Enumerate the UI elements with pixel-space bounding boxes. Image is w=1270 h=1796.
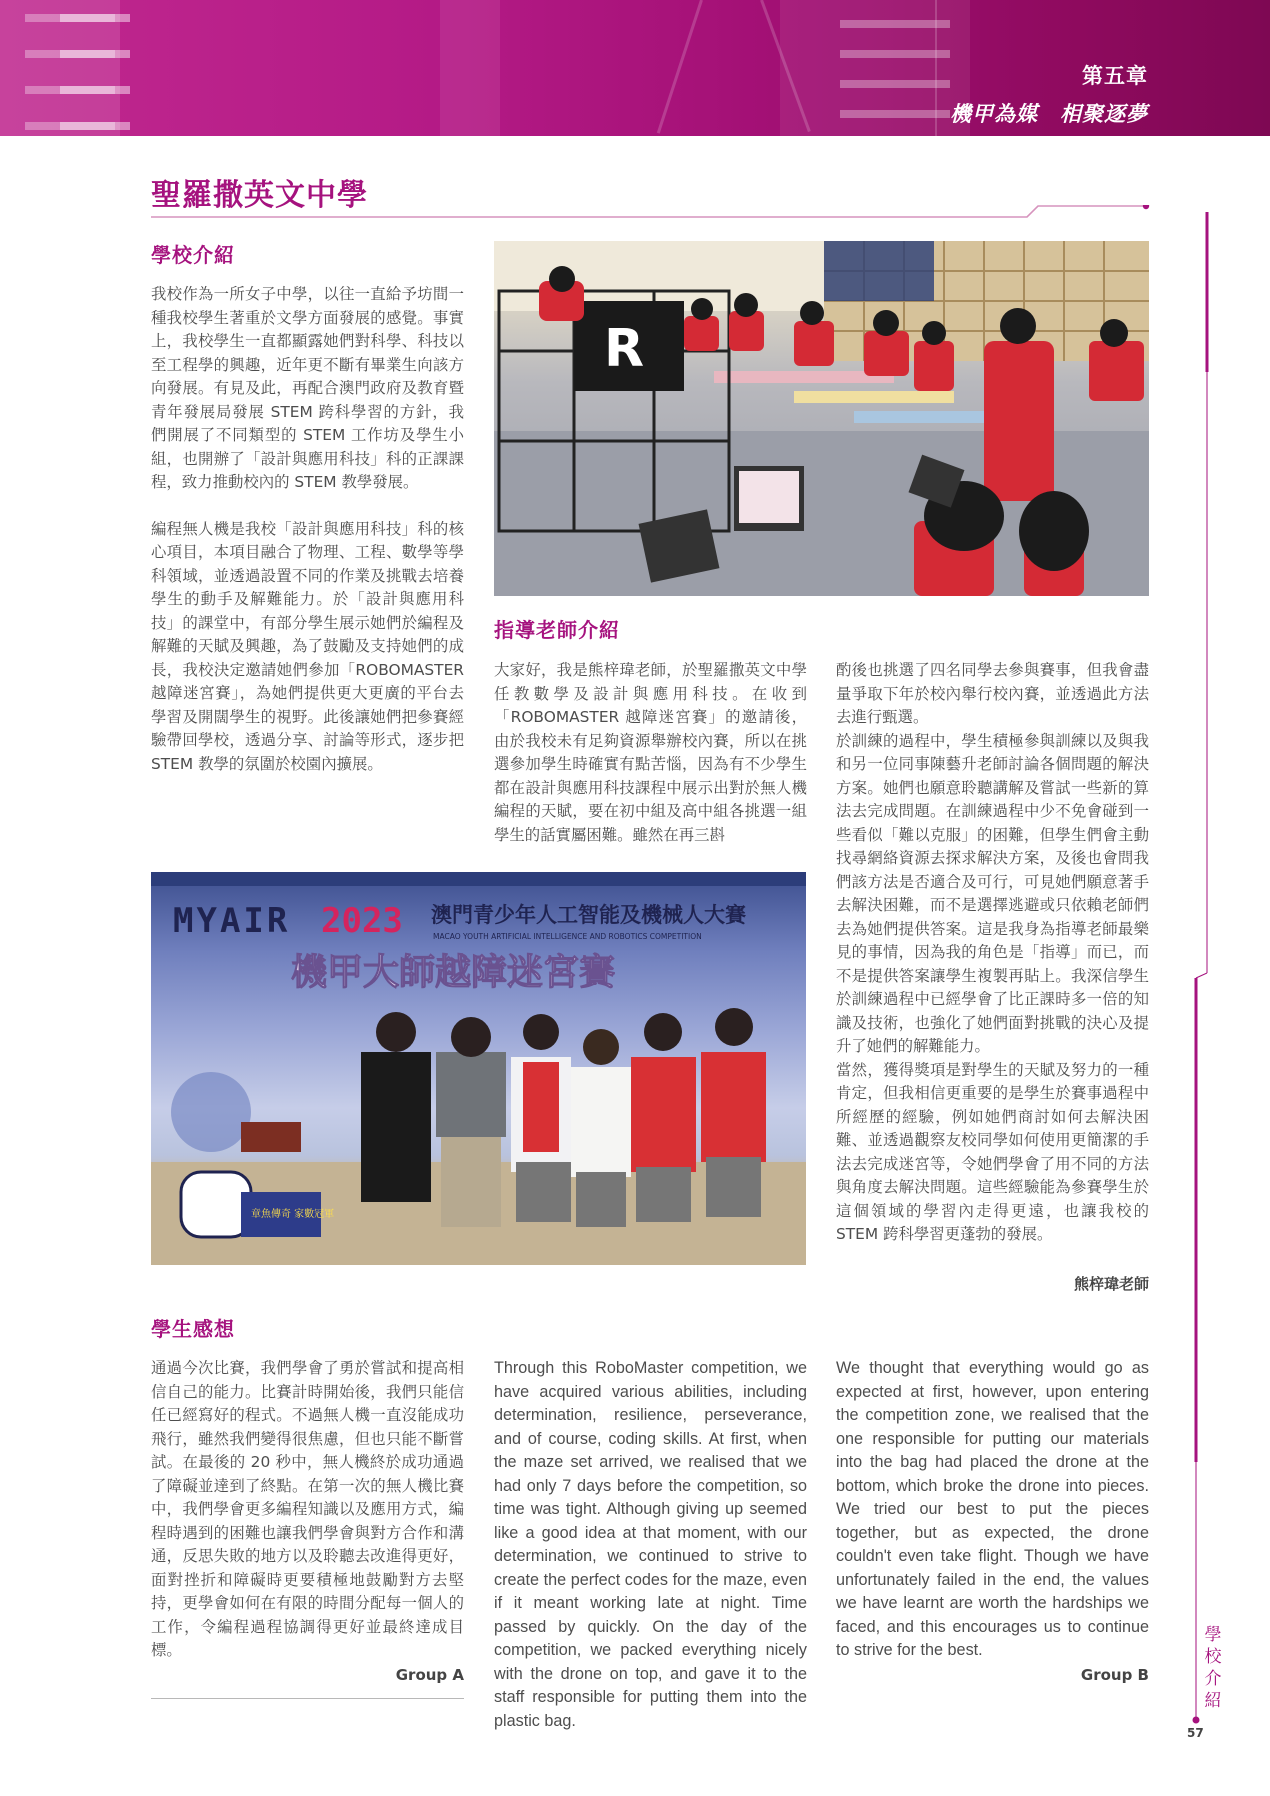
group-b-reflection-part2: [836, 1357, 1149, 1663]
side-rule: [1190, 200, 1230, 1730]
chapter-banner: [0, 0, 1270, 136]
school-intro-text: [151, 283, 464, 776]
svg-text:機甲大師越障迷宮賽: 機甲大師越障迷宮賽: [291, 952, 616, 993]
page-title: 聖羅撒英文中學: [151, 178, 368, 213]
heading-student-reflections: 學生感想: [151, 1317, 235, 1341]
side-tab-char: 學: [1204, 1625, 1222, 1645]
group-b-text: Through this RoboMaster competition, we have acquired various abilities, including determination, resilience, perseverance, and of course, coding skills. At first, when the maze set arrived, we realised that we had only 7 days before the competition, so time was tight. Although giving up seemed like a good idea at that moment, with our determination, we continued to strive to create the perfect codes for the maze, even if it meant working late at night. Time passed by quickly. On the day of the competition, we packed everything nicely with the drone on top, and gave it to the staff responsible for putting them into the plastic bag.: [494, 1359, 807, 1730]
banner-decoration: [440, 0, 500, 136]
banner-ray: [935, 0, 937, 136]
intro-paragraph: 編程無人機是我校「設計與應用科技」科的核心項目，本項目融合了物理、工程、數學等學科領域，並透過設置不同的作業及挑戰去培養學生的動手及解難能力。於「設計與應用科技」的課堂中，有部分學生展示她們於編程及解難的天賦及興趣，為了鼓勵及支持她們的成長，我校決定邀請她們參加「ROBOMASTER 越障迷宮賽」，為她們提供更大更廣的平台去學習及開闊學生的視野。此後讓她們把參賽經驗帶回學校，透過分享、討論等形式，逐步把 STEM 教學的氛圍於校園內擴展。: [151, 519, 464, 773]
svg-text:2023: 2023: [321, 901, 403, 941]
teacher-intro-text-col2: [836, 659, 1149, 1247]
group-a-label: Group A: [395, 1666, 464, 1684]
banner-stripe: [60, 14, 130, 22]
teacher-paragraph: 當然，獲得獎項是對學生的天賦及努力的一種肯定，但我相信更重要的是學生於賽事過程中所經歷的經驗，例如她們商討如何去解決困難、並透過觀察友校同學如何使用更簡潔的手法去完成迷宮等，令她們學會了用不同的方法與角度去解決問題。這些經驗能為參賽學生於這個領域的學習內走得更遠，也讓我校的 STEM 跨科學習更蓬勃的發展。: [836, 1060, 1149, 1243]
side-tab-char: 介: [1204, 1669, 1222, 1689]
group-b-label: Group B: [1080, 1666, 1149, 1684]
heading-teacher-intro: 指導老師介紹: [494, 618, 620, 642]
banner-stripe: [60, 122, 130, 130]
teacher-signature: 熊梓瑋老師: [1073, 1275, 1149, 1293]
svg-text:MYAIR: MYAIR: [173, 901, 291, 941]
title-underline: [151, 205, 1151, 235]
chapter-motto: 機甲為媒 相聚逐夢: [950, 102, 1148, 126]
group-a-text: 通過今次比賽，我們學會了勇於嘗試和提高相信自己的能力。比賽計時開始後，我們只能信任已經寫好的程式。不過無人機一直沒能成功飛行，雖然我們變得很焦慮，但也只能不斷嘗試。在最後的 20 秒中，無人機終於成功通過了障礙並達到了終點。在第一次的無人機比賽中，我們學會更多編程知識以及應用方式，編程時遇到的困難也讓我們學會與對方合作和溝通，反思失敗的地方以及聆聽去改進得更好，面對挫折和障礙時更要積極地鼓勵對方去堅持，更學會如何在有限的時間分配每一個人的工作，令編程過程協調得更好並最終達成目標。: [151, 1359, 464, 1659]
chapter-label: 第五章: [1082, 64, 1148, 88]
group-a-reflection: [151, 1357, 464, 1663]
teacher-paragraph: 於訓練的過程中，學生積極參與訓練以及與我和另一位同事陳藝升老師討論各個問題的解決方案。她們也願意聆聽講解及嘗試一些新的算法去完成問題。在訓練過程中少不免會碰到一些看似「難以克服」的困難，但學生們會主動找尋網絡資源去探求解決方案，及後也會問我們該方法是否適合及可行，可見她們願意著手去解決困難，而不是選擇逃避或只依賴老師們去為她們提供答案。這是我身為指導老師最樂見的事情，因為我的角色是「指導」而已，而不是提供答案讓學生複製再貼上。我深信學生於訓練過程中已經學會了比正課時多一倍的知識及技術，也強化了她們面對挑戰的決心及提升了她們的解難能力。: [836, 731, 1149, 1055]
teacher-intro-text-col1: [494, 659, 807, 847]
svg-text:MACAO YOUTH ARTIFICIAL INTELLI: MACAO YOUTH ARTIFICIAL INTELLIGENCE AND ROBOTICS COMPETITION: [433, 932, 702, 941]
team-photo: [151, 872, 806, 1265]
teacher-paragraph: 大家好，我是熊梓瑋老師，於聖羅撒英文中學任教數學及設計與應用科技。在收到「ROBOMASTER 越障迷宮賽」的邀請後，由於我校未有足夠資源舉辦校內賽，所以在挑選參加學生時確實有點苦惱，因為有不少學生都在設計與應用科技課程中展示出對於無人機編程的天賦，要在初中組及高中組各挑選一組學生的話實屬困難。雖然在再三斟: [494, 661, 807, 844]
banner-stripe: [60, 50, 130, 58]
group-b-text: We thought that everything would go as expected at first, however, upon entering the competition zone, we realised that the one responsible for putting our materials into the bag had placed the drone at the bottom, which broke the drone into pieces. We tried our best to put the pieces together, but as expected, the drone couldn't even take flight. Though we have unfortunately failed in the end, the values we have learnt are worth the hardships we faced, and this encourages us to continue to strive for the best.: [836, 1359, 1149, 1659]
side-tab-char: 校: [1204, 1647, 1222, 1667]
heading-school-intro: 學校介紹: [151, 243, 235, 267]
banner-stripe: [840, 80, 950, 88]
side-tab-char: 紹: [1204, 1691, 1222, 1711]
svg-text:澳門青少年人工智能及機械人大賽: 澳門青少年人工智能及機械人大賽: [431, 903, 746, 927]
banner-stripe: [840, 20, 950, 28]
banner-ray: [657, 0, 703, 134]
banner-stripe: [60, 86, 130, 94]
banner-stripe: [840, 110, 950, 118]
intro-paragraph: 我校作為一所女子中學，以往一直給予坊間一種我校學生著重於文學方面發展的感覺。事實上，我校學生一直都顯露她們對科學、科技以至工程學的興趣，近年更不斷有畢業生向該方向發展。有見及此，再配合澳門政府及教育暨青年發展局發展 STEM 跨科學習的方針，我們開展了不同類型的 STEM 工作坊及學生小組，也開辦了「設計與應用科技」科的正課課程，致力推動校內的 STEM 教學發展。: [151, 285, 464, 491]
group-b-reflection-part1: [494, 1357, 807, 1733]
classroom-photo: [494, 241, 1149, 596]
teacher-paragraph: 酌後也挑選了四名同學去參與賽事，但我會盡量爭取下年於校內舉行校內賽，並透過此方法去進行甄選。: [836, 661, 1149, 726]
group-a-divider: [151, 1698, 464, 1699]
section-side-tab: [1203, 1624, 1223, 1712]
banner-stripe: [840, 50, 950, 58]
svg-text:R: R: [604, 319, 645, 379]
team-photo-illustration: [151, 872, 806, 1265]
svg-text:章魚傳奇 家數冠軍: 章魚傳奇 家數冠軍: [251, 1209, 335, 1220]
page-number: 57: [1187, 1726, 1204, 1740]
classroom-photo-illustration: [494, 241, 1149, 596]
